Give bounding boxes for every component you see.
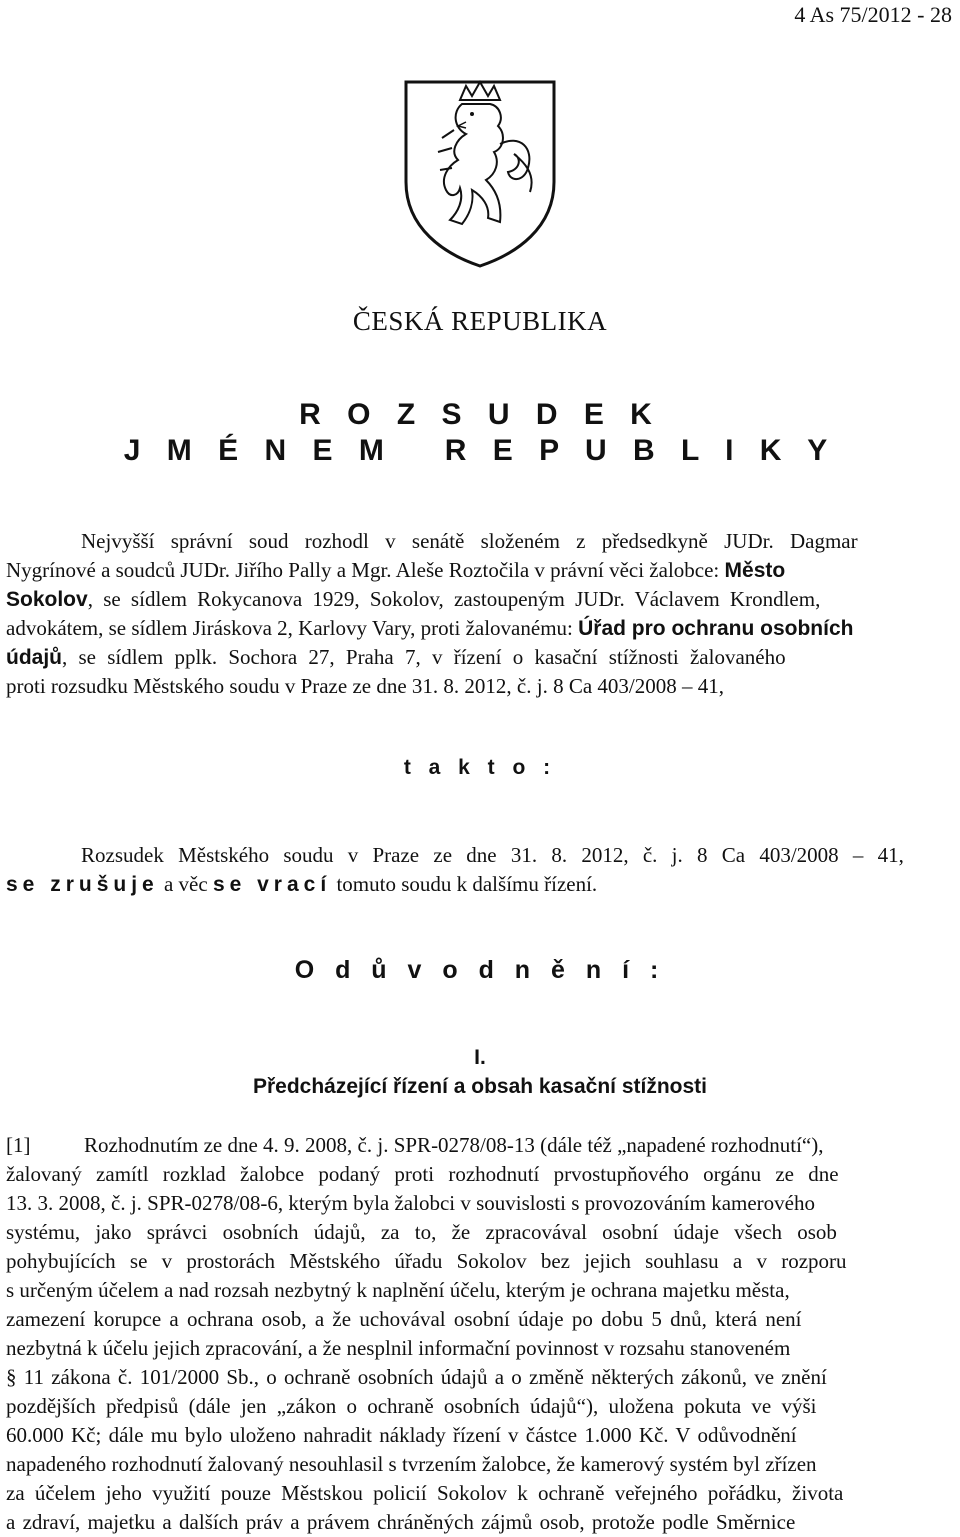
body-line: s určeným účelem a nad rozsah nezbytný k naplnění účelu, kterým je ochrana majetku města, — [6, 1278, 790, 1302]
ruling-text: a věc — [158, 872, 213, 896]
intro-text: Nygrínové a soudců JUDr. Jiřího Pally a Mgr. Aleše Roztočila v právní věci žalobce: — [6, 558, 725, 582]
intro-line — [6, 585, 954, 614]
body-line: 60.000 Kč; dále mu bylo uloženo nahradit náklady řízení v částce 1.000 Kč. V odůvodnění — [6, 1423, 797, 1447]
body-line: napadeného rozhodnutí žalovaný nesouhlasil s tvrzením žalobce, že kamerový systém byl zřízen — [6, 1452, 817, 1476]
intro-text: , se sídlem pplk. Sochora 27, Praha 7, v řízení o kasační stížnosti žalovaného — [62, 645, 786, 669]
intro-paragraph — [6, 527, 954, 701]
body-line: zamezení korupce a ochrana osob, a že uchovával osobní údaje po dobu 5 dnů, která není — [6, 1307, 802, 1331]
verdict-subtitle: J M É N E M R E P U B L I K Y — [123, 434, 837, 467]
plaintiff-name-cont: Sokolov — [6, 588, 88, 611]
intro-text: , se sídlem Rokycanova 1929, Sokolov, zastoupeným JUDr. Václavem Krondlem, — [87, 587, 821, 611]
takto-heading: t a k t o : — [403, 756, 557, 779]
body-paragraph — [6, 1131, 954, 1537]
intro-line: Nejvyšší správní soud rozhodl v senátě složeném z předsedkyně JUDr. Dagmar — [81, 529, 858, 553]
body-line: 13. 3. 2008, č. j. SPR-0278/08-6, kterým byla žalobci v souvislosti s provozováním kamerového — [6, 1191, 815, 1215]
body-line: systému, jako správci osobních údajů, za to, že zpracovával osobní údaje všech osob — [6, 1220, 837, 1244]
ruling-line — [6, 870, 954, 899]
intro-line: proti rozsudku Městského soudu v Praze ze dne 31. 8. 2012, č. j. 8 Ca 403/2008 – 41, — [6, 674, 724, 698]
ruling-line: Rozsudek Městského soudu v Praze ze dne 31. 8. 2012, č. j. 8 Ca 403/2008 – 41, — [81, 843, 904, 867]
body-text: Rozhodnutím ze dne 4. 9. 2008, č. j. SPR-0278/08-13 (dále též „napadené rozhodnutí“), — [84, 1133, 824, 1157]
ruling-paragraph — [6, 841, 954, 899]
ruling-returns: se vrací — [212, 873, 332, 896]
section-number: I. — [474, 1046, 486, 1069]
intro-line — [6, 614, 954, 643]
body-line: žalovaný zamítl rozklad žalobce podaný proti rozhodnutí prvostupňového orgánu ze dne — [6, 1162, 839, 1186]
republic-title: ČESKÁ REPUBLIKA — [352, 306, 608, 336]
ruling-cancels: se zrušuje — [6, 873, 159, 896]
body-line: pohybujících se v prostorách Městského úřadu Sokolov bez jejich souhlasu a v rozporu — [6, 1249, 847, 1273]
intro-text: advokátem, se sídlem Jiráskova 2, Karlovy Vary, proti žalovanému: — [6, 616, 579, 640]
intro-line — [6, 556, 954, 585]
case-number: 4 As 75/2012 - 28 — [794, 2, 952, 27]
body-line: nezbytná k účelu jejich zpracování, a že nesplnil informační povinnost v rozsahu stanoveném — [6, 1336, 791, 1360]
verdict-title: R O Z S U D E K — [299, 398, 661, 431]
defendant-name: Úřad pro ochranu osobních — [578, 617, 854, 640]
reasoning-heading: O d ů v o d n ě n í : — [294, 956, 666, 984]
body-line: § 11 zákona č. 101/2000 Sb., o ochraně osobních údajů a o změně některých zákonů, ve znění — [6, 1365, 827, 1389]
ruling-text: tomuto soudu k dalšímu řízení. — [331, 872, 598, 896]
intro-line — [6, 643, 954, 672]
paragraph-number: [1] — [6, 1133, 31, 1157]
section-title: Předcházející řízení a obsah kasační stížnosti — [252, 1075, 707, 1098]
coat-of-arms-icon — [400, 78, 560, 270]
body-line — [6, 1131, 954, 1160]
defendant-name-cont: údajů — [6, 646, 62, 669]
plaintiff-name: Město — [724, 559, 786, 582]
body-line: pozdějších předpisů (dále jen „zákon o ochraně osobních údajů“), uložena pokuta ve výši — [6, 1394, 817, 1418]
body-line: a zdraví, majetku a dalších práv a právem chráněných zájmů osob, protože podle Směrnice — [6, 1510, 796, 1534]
body-line: za účelem jeho využití pouze Městskou policií Sokolov k ochraně veřejného pořádku, života — [6, 1481, 844, 1505]
